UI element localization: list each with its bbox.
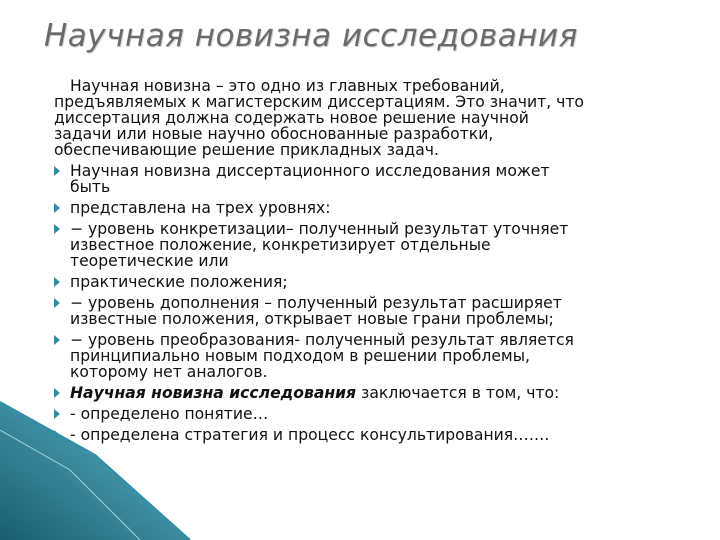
bullet-line: практические положения; [70, 273, 288, 291]
bullet-line: Научная новизна диссертационного исследования может [70, 162, 550, 180]
bullet-item [54, 295, 674, 327]
bullet-line: - определено понятие… [70, 405, 269, 423]
bullet-line: представлена на трех уровнях: [70, 199, 331, 217]
bullet-arrow-icon [54, 277, 60, 287]
bullet-arrow-icon [54, 203, 60, 213]
bullet-item [54, 427, 674, 443]
lead-paragraph [54, 78, 674, 158]
bullet-line: теоретические или [70, 252, 229, 270]
lead-line: диссертация должна содержать новое решение научной [54, 109, 529, 127]
lead-line: Научная новизна – это одно из главных требований, [70, 77, 505, 95]
bullet-line: известное положение, конкретизирует отдельные [70, 236, 491, 254]
bullet-item [54, 200, 674, 216]
slide-title: Научная новизна исследования [44, 18, 578, 54]
bullet-item [54, 332, 674, 380]
bullet-line: − уровень дополнения – полученный результат расширяет [70, 294, 562, 312]
bullet-item [54, 163, 674, 195]
lead-line: задачи или новые научно обоснованные разработки, [54, 125, 494, 143]
bullet-arrow-icon [54, 335, 60, 345]
bullet-line: − уровень преобразования- полученный результат является [70, 331, 574, 349]
bullet-line: - определена стратегия и процесс консультирования……. [70, 426, 550, 444]
bullet-arrow-icon [54, 224, 60, 234]
bullet-arrow-icon [54, 388, 60, 398]
bullet-arrow-icon [54, 166, 60, 176]
bullet-item [54, 274, 674, 290]
bullet-line: известные положения, открывает новые грани проблемы; [70, 310, 554, 328]
bullet-item [54, 385, 674, 401]
bullet-line: быть [70, 178, 111, 196]
slide-body [54, 78, 674, 448]
bullet-line: принципиально новым подходом в решении проблемы, [70, 347, 530, 365]
bullet-rest: заключается в том, что: [356, 384, 560, 402]
bullet-line: которому нет аналогов. [70, 363, 268, 381]
bullet-line [70, 385, 674, 401]
bullet-arrow-icon [54, 409, 60, 419]
bullet-item [54, 221, 674, 269]
lead-line: предъявляемых к магистерским диссертациям. Это значит, что [54, 93, 584, 111]
lead-line: обеспечивающие решение прикладных задач. [54, 141, 439, 159]
bullet-line: − уровень конкретизации– полученный результат уточняет [70, 220, 569, 238]
bullet-item [54, 406, 674, 422]
bullet-arrow-icon [54, 430, 60, 440]
bullet-arrow-icon [54, 298, 60, 308]
bullet-emphasis: Научная новизна исследования [70, 384, 357, 402]
